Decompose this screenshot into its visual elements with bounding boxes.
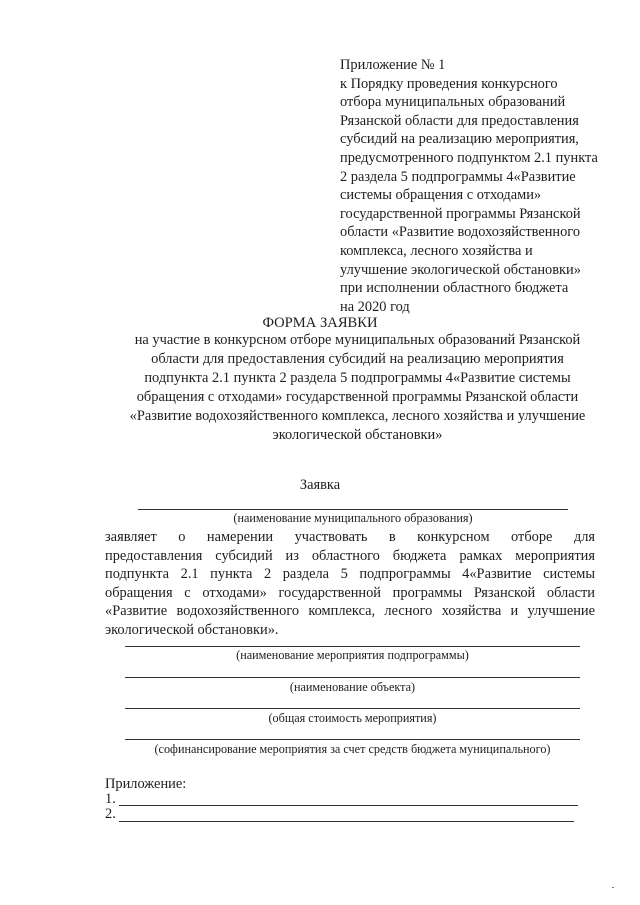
appendix-line: 2 раздела 5 подпрограммы 4«Развитие (340, 168, 576, 185)
appendix-line: государственной программы Рязанской (340, 205, 581, 222)
application-heading: Заявка (299, 477, 341, 493)
subprogram-measure-blank-line[interactable] (125, 646, 580, 647)
object-name-blank-line[interactable] (125, 677, 580, 678)
application-body (105, 528, 595, 640)
form-title: ФОРМА ЗАЯВКИ (262, 315, 378, 331)
appendix-line: системы обращения с отходами» (340, 187, 542, 204)
body-line: экологической обстановки». (105, 621, 279, 638)
body-line: обращения с отходами» государственной программы Рязанской области (105, 584, 595, 601)
form-subtitle-line: обращения с отходами» государственной программы Рязанской области (136, 389, 579, 405)
appendix-line: предусмотренного подпунктом 2.1 пункта (340, 149, 598, 166)
attachments-label: Приложение: (105, 776, 187, 792)
municipality-blank-line[interactable] (138, 509, 568, 510)
body-line: «Развитие водохозяйственного комплекса, лесного хозяйства и улучшение (105, 603, 595, 620)
form-subtitle-line: подпункта 2.1 пункта 2 раздела 5 подпрограммы 4«Развитие системы (144, 370, 571, 386)
appendix-header (340, 56, 610, 316)
total-cost-blank-line[interactable] (125, 708, 580, 709)
appendix-line: комплекса, лесного хозяйства и (340, 242, 533, 259)
body-line: заявляет о намерении участвовать в конкурсном отборе для (105, 529, 595, 545)
scan-speck (612, 887, 614, 888)
appendix-line: субсидий на реализацию мероприятия, (340, 131, 579, 148)
total-cost-caption: (общая стоимость мероприятия) (268, 711, 437, 725)
attachment-item-2-blank-line[interactable] (119, 821, 574, 822)
appendix-line: на 2020 год (340, 298, 410, 315)
subprogram-measure-caption: (наименование мероприятия подпрограммы) (236, 648, 469, 662)
attachment-item-1-blank-line[interactable] (119, 805, 578, 806)
cofinancing-caption: (софинансирование мероприятия за счет средств бюджета муниципального) (154, 742, 551, 756)
appendix-line: улучшение экологической обстановки» (340, 261, 581, 278)
form-subtitle-line: области для предоставления субсидий на реализацию мероприятия (151, 351, 564, 367)
body-line: предоставления субсидий из областного бюджета рамках мероприятия (105, 547, 595, 564)
attachment-item-number: 2. (105, 806, 116, 822)
form-subtitle-line: на участие в конкурсном отборе муниципальных образований Рязанской (134, 332, 581, 348)
appendix-line: отбора муниципальных образований (340, 94, 566, 111)
appendix-line: Приложение № 1 (340, 57, 446, 73)
object-name-caption: (наименование объекта) (289, 680, 416, 694)
body-line: подпункта 2.1 пункта 2 раздела 5 подпрограммы 4«Развитие системы (105, 566, 595, 583)
attachment-item-number: 1. (105, 791, 116, 807)
appendix-line: области «Развитие водохозяйственного (340, 224, 581, 241)
appendix-line: при исполнении областного бюджета (340, 280, 569, 297)
form-subtitle (110, 331, 605, 445)
municipality-caption: (наименование муниципального образования) (233, 511, 473, 525)
appendix-line: Рязанской области для предоставления (340, 112, 579, 129)
appendix-line: к Порядку проведения конкурсного (340, 75, 558, 92)
cofinancing-blank-line[interactable] (125, 739, 580, 740)
form-subtitle-line: экологической обстановки» (272, 427, 443, 443)
form-subtitle-line: «Развитие водохозяйственного комплекса, лесного хозяйства и улучшение (129, 408, 586, 424)
